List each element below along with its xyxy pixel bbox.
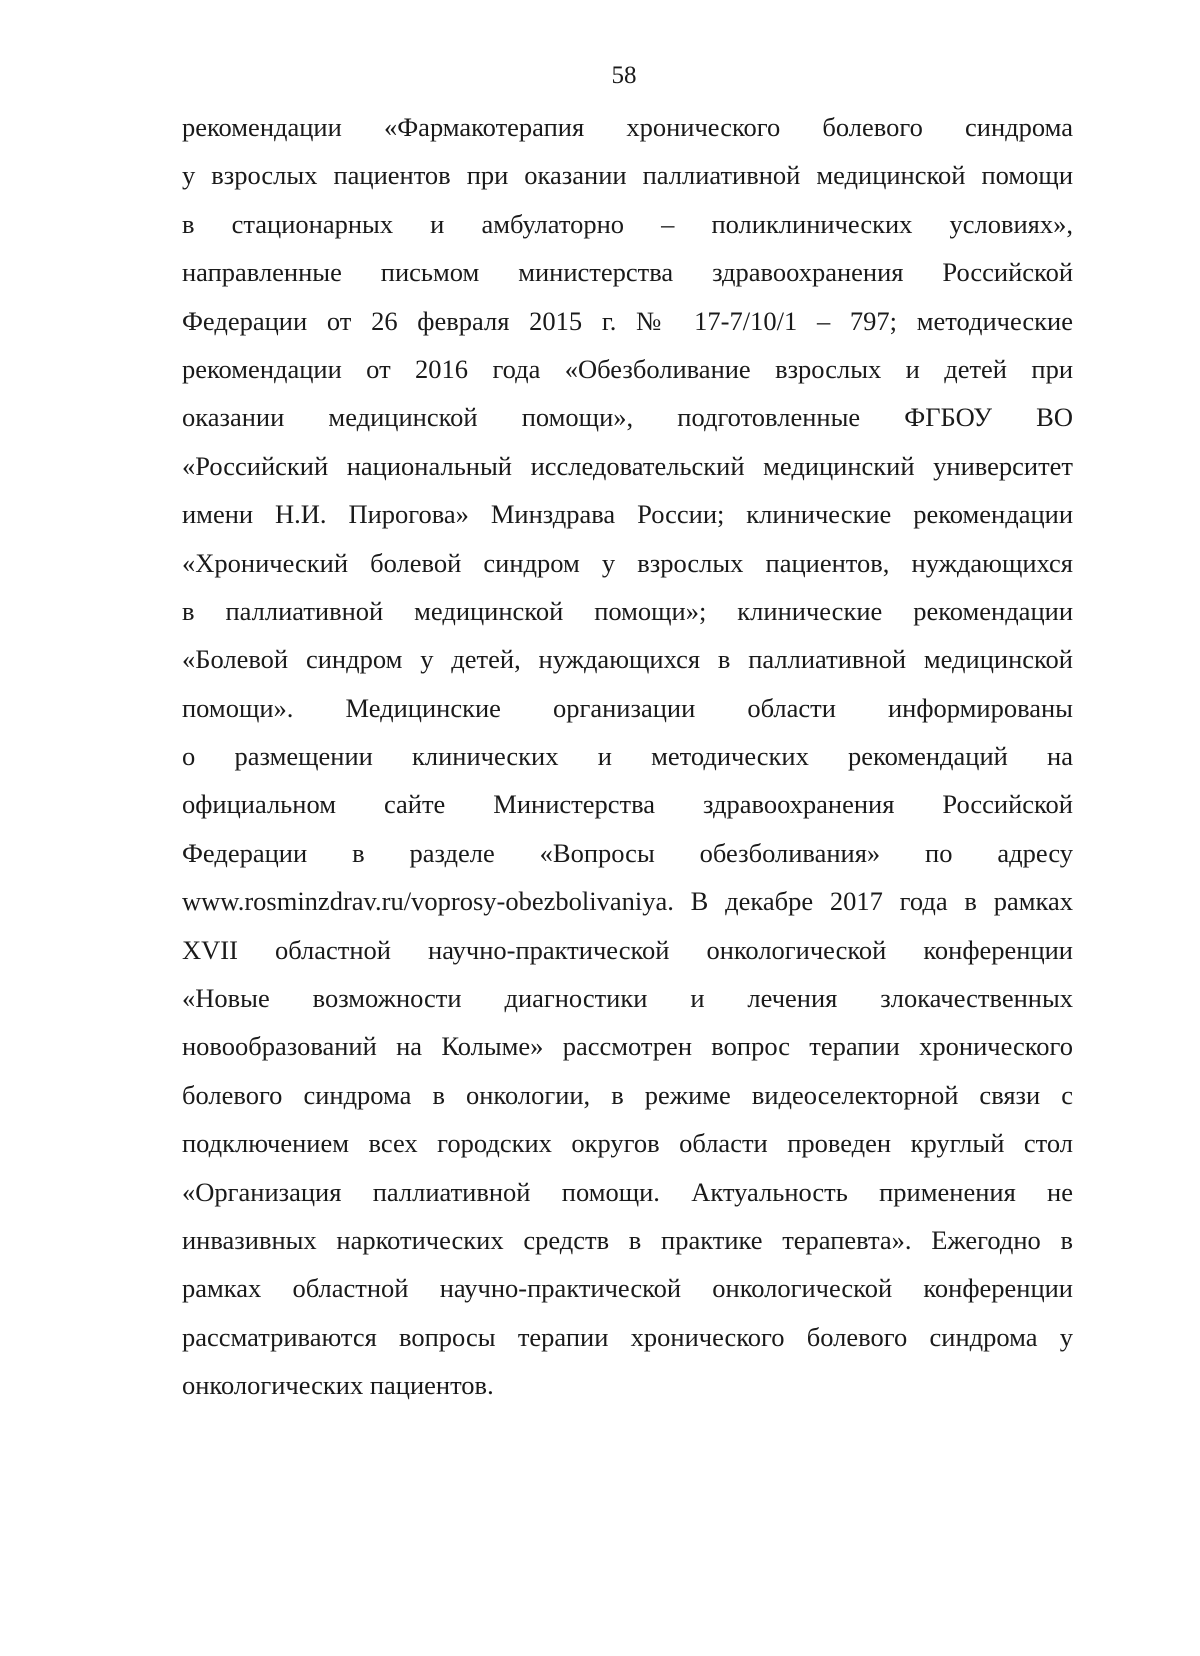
text-line: подключением всех городских округов области проведен круглый стол — [182, 1128, 1073, 1159]
text-line: помощи». Медицинские организации области информированы — [182, 692, 1073, 723]
text-line: Федерации от 26 февраля 2015 г. № 17-7/10/1 – 797; методические — [182, 305, 1073, 336]
text-line: направленные письмом министерства здравоохранения Российской — [182, 257, 1073, 288]
text-line: онкологических пациентов. — [182, 1370, 494, 1401]
text-line: новообразований на Колыме» рассмотрен вопрос терапии хронического — [182, 1031, 1073, 1062]
text-line: рассматриваются вопросы терапии хронического болевого синдрома у — [182, 1321, 1073, 1352]
text-line: «Новые возможности диагностики и лечения злокачественных — [182, 983, 1073, 1014]
page-number: 58 — [611, 62, 637, 89]
text-line: рекомендации «Фармакотерапия хронического болевого синдрома — [182, 112, 1073, 142]
text-line: «Российский национальный исследовательский медицинский университет — [182, 450, 1073, 481]
text-line: www.rosminzdrav.ru/voprosy-obezbolivaniya. В декабре 2017 года в рамках — [182, 886, 1073, 917]
text-line: о размещении клинических и методических рекомендаций на — [182, 741, 1073, 772]
text-line: в паллиативной медицинской помощи»; клинические рекомендации — [182, 595, 1073, 626]
text-line: «Болевой синдром у детей, нуждающихся в паллиативной медицинской — [182, 644, 1073, 675]
text-line: имени Н.И. Пирогова» Минздрава России; клинические рекомендации — [182, 499, 1073, 530]
text-line: официальном сайте Министерства здравоохранения Российской — [182, 789, 1073, 820]
text-line: инвазивных наркотических средств в практике терапевта». Ежегодно в — [182, 1224, 1073, 1255]
text-line: в стационарных и амбулаторно – поликлинических условиях», — [182, 208, 1073, 239]
text-line: «Хронический болевой синдром у взрослых пациентов, нуждающихся — [182, 547, 1073, 578]
text-line: оказании медицинской помощи», подготовленные ФГБОУ ВО — [182, 402, 1073, 433]
text-line: «Организация паллиативной помощи. Актуальность применения не — [182, 1176, 1073, 1207]
text-line: XVII областной научно-практической онкологической конференции — [182, 934, 1073, 965]
text-line: Федерации в разделе «Вопросы обезболивания» по адресу — [182, 837, 1073, 868]
text-line: у взрослых пациентов при оказании паллиативной медицинской помощи — [182, 160, 1073, 191]
text-line: рекомендации от 2016 года «Обезболивание взрослых и детей при — [182, 353, 1073, 384]
text-line: рамках областной научно-практической онкологической конференции — [182, 1273, 1073, 1304]
text-line: болевого синдрома в онкологии, в режиме видеоселекторной связи с — [182, 1079, 1073, 1110]
body-text — [182, 103, 1073, 1410]
